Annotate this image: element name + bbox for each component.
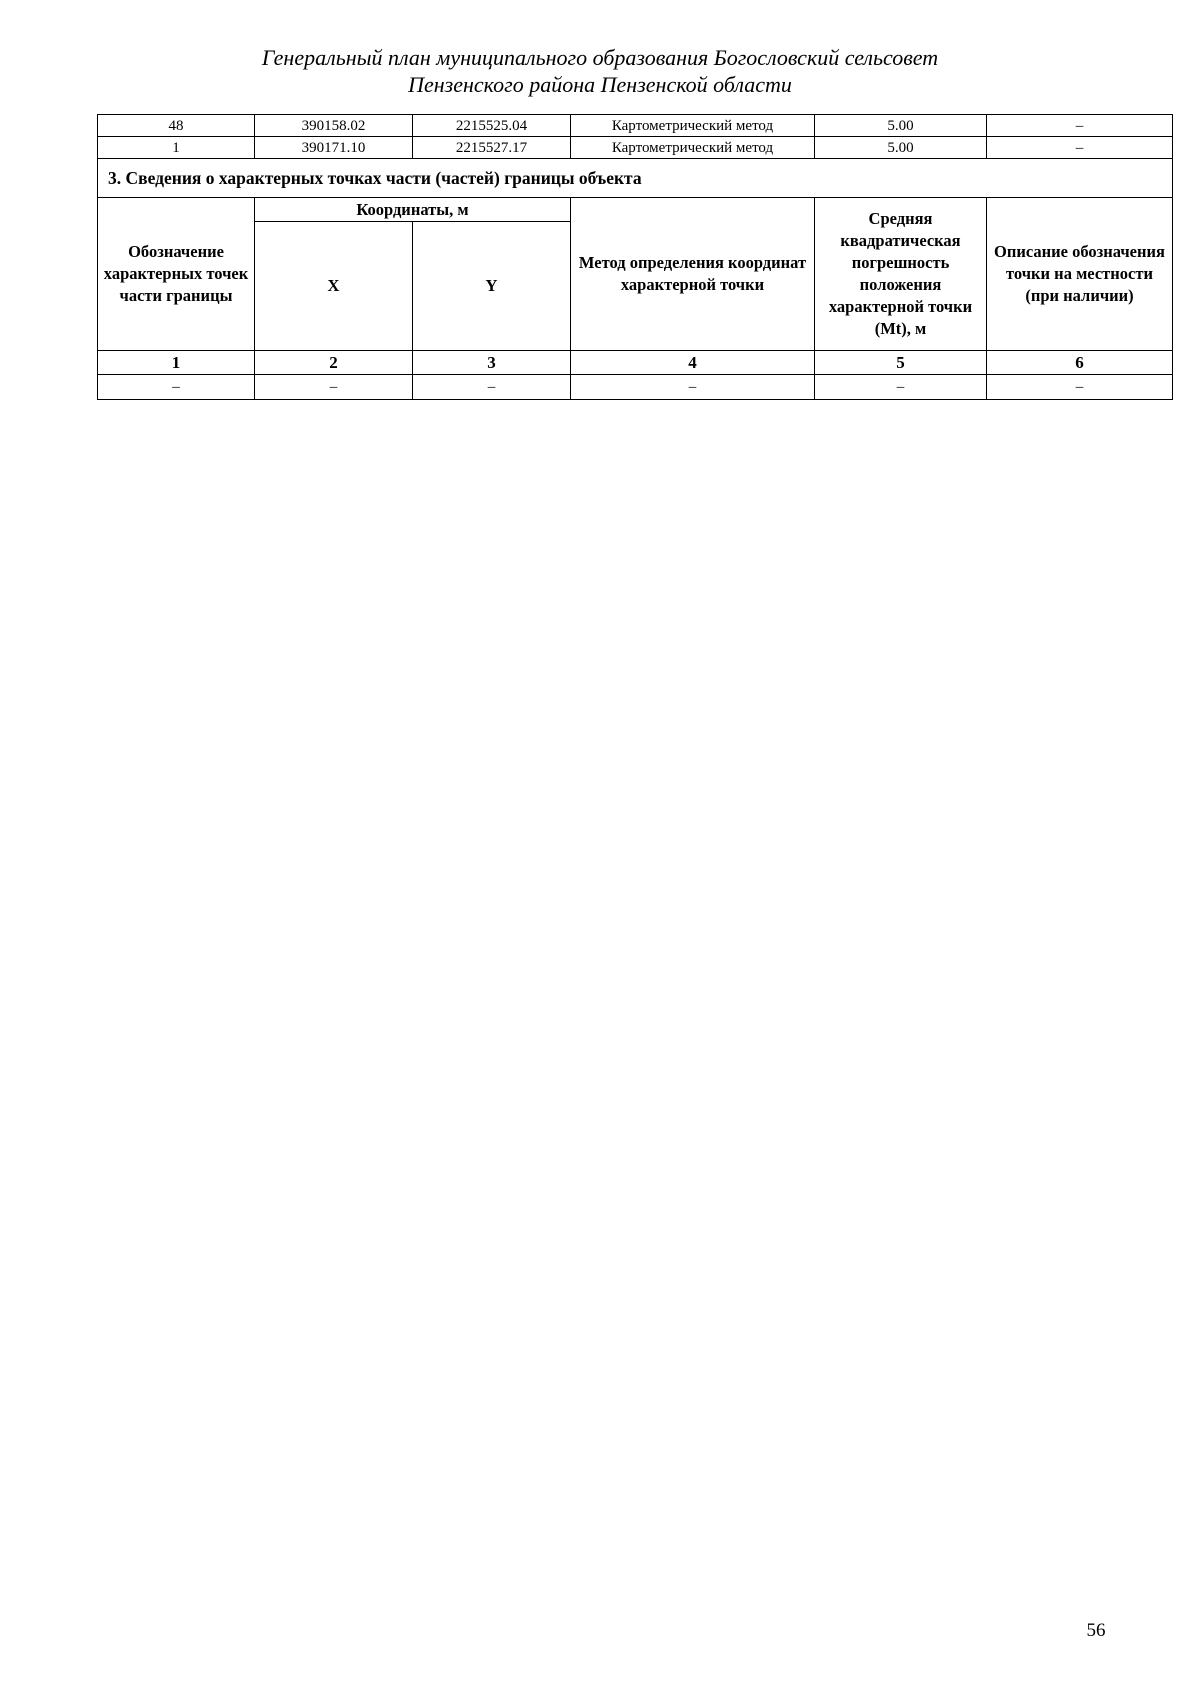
column-number: 6 <box>987 351 1173 375</box>
table-row <box>98 375 1173 400</box>
column-number: 5 <box>815 351 987 375</box>
method-cell: – <box>571 375 815 400</box>
y-coordinate-cell: 2215525.04 <box>413 115 571 137</box>
method-cell: Картометрический метод <box>571 115 815 137</box>
column-number: 2 <box>255 351 413 375</box>
description-cell: – <box>987 137 1173 159</box>
x-coordinate-cell: 390158.02 <box>255 115 413 137</box>
method-header: Метод определения координат характерной точки <box>571 198 815 351</box>
accuracy-cell: 5.00 <box>815 137 987 159</box>
y-coordinate-cell: – <box>413 375 571 400</box>
column-number: 4 <box>571 351 815 375</box>
point-designation-header: Обозначение характерных точек части границы <box>98 198 255 351</box>
section-title-row <box>98 159 1173 198</box>
column-number: 3 <box>413 351 571 375</box>
x-coordinate-cell: 390171.10 <box>255 137 413 159</box>
accuracy-cell: – <box>815 375 987 400</box>
document-header <box>0 44 1200 98</box>
x-coordinate-cell: – <box>255 375 413 400</box>
section-title: 3. Сведения о характерных точках части (частей) границы объекта <box>98 159 1173 198</box>
y-coordinate-cell: 2215527.17 <box>413 137 571 159</box>
table-row <box>98 115 1173 137</box>
table-row <box>98 137 1173 159</box>
point-number-cell: 48 <box>98 115 255 137</box>
header-line-1: Генеральный план муниципального образования Богословский сельсовет <box>261 45 939 70</box>
coordinates-group-header: Координаты, м <box>255 198 571 222</box>
description-header: Описание обозначения точки на местности (при наличии) <box>987 198 1173 351</box>
column-numbers-row <box>98 351 1173 375</box>
header-row-top <box>98 198 1173 222</box>
description-cell: – <box>987 115 1173 137</box>
method-cell: Картометрический метод <box>571 137 815 159</box>
description-cell: – <box>987 375 1173 400</box>
column-number: 1 <box>98 351 255 375</box>
point-number-cell: – <box>98 375 255 400</box>
x-header: X <box>255 222 413 351</box>
page-number: 56 <box>1086 1620 1106 1641</box>
accuracy-cell: 5.00 <box>815 115 987 137</box>
boundary-points-table <box>97 114 1173 400</box>
header-line-2: Пензенского района Пензенской области <box>408 72 792 97</box>
y-header: Y <box>413 222 571 351</box>
accuracy-header: Средняя квадратическая погрешность положения характерной точки (Mt), м <box>815 198 987 351</box>
point-number-cell: 1 <box>98 137 255 159</box>
